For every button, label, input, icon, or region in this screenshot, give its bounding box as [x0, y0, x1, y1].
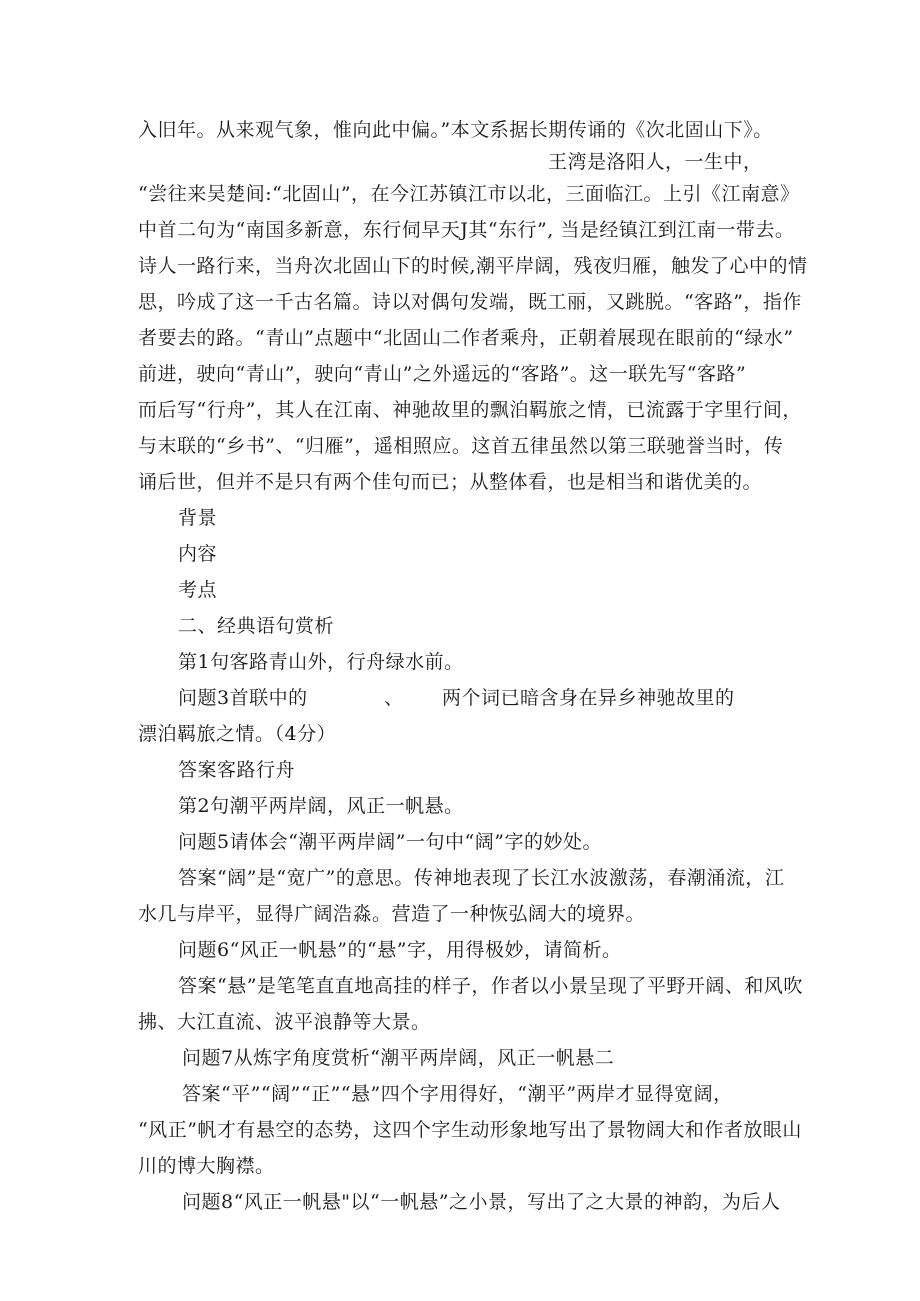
question-3-part-1: 问题3首联中的 — [178, 687, 308, 709]
question-8: 问题8“风正一帆悬"以“一帆悬”之小景，写出了之大景的神韵，为后人 — [182, 1191, 781, 1213]
answer-7-cont: “风正”帆才有悬空的态势，这四个字生动形象地写出了景物阔大和作者放眼山 — [138, 1119, 802, 1141]
question-3-part-3: 漂泊羁旅之情。（4分） — [138, 723, 337, 745]
section-label-key-points: 考点 — [178, 579, 218, 601]
section-label-content: 内容 — [178, 543, 218, 565]
answer-3: 答案客路行舟 — [178, 759, 296, 781]
text-line: 诵后世，但并不是只有两个佳句而已；从整体看，也是相当和谐优美的。 — [138, 471, 763, 493]
question-6: 问题6“风正一帆悬”的“悬”字，用得极妙，请简析。 — [178, 939, 622, 961]
text-line: 者要去的路。“青山”点题中“北固山二作者乘舟，正朝着展现在眼前的“绿水” — [138, 327, 794, 349]
answer-7: 答案“平”“阔”“正”“悬”四个字用得好，“潮平”两岸才显得宽阔， — [182, 1083, 733, 1105]
section-heading: 二、经典语句赏析 — [178, 615, 335, 637]
answer-5-cont: 水几与岸平，显得广阔浩淼。营造了一种恢弘阔大的境界。 — [138, 903, 646, 925]
text-line: 入旧年。从来观气象，惟向此中偏。”本文系据长期传诵的《次北固山下》。 — [138, 119, 773, 141]
text-line: 而后写“行舟”，其人在江南、神驰故里的飘泊羁旅之情，已流露于字里行间， — [138, 399, 802, 421]
text-line: 与末联的“乡书”、“归雁”，遥相照应。这首五律虽然以第三联驰誉当时，传 — [138, 435, 784, 457]
text-line: 中首二句为“南国多新意，东行伺早天J其“东行”, 当是经镇江到江南一带去。 — [138, 219, 795, 241]
section-label-background: 背景 — [178, 507, 218, 529]
answer-6: 答案“悬”是笔笔直直地高挂的样子，作者以小景呈现了平野开阔、和风吹 — [178, 975, 803, 997]
question-3-blank-separator: 、 — [384, 687, 404, 709]
answer-5: 答案“阔”是“宽广”的意思。传神地表现了长江水波激荡，春潮涌流，江 — [178, 867, 785, 889]
answer-6-cont: 拂、大江直流、波平浪静等大景。 — [138, 1011, 431, 1033]
sentence-2: 第2句潮平两岸阔，风正一帆悬。 — [178, 795, 464, 817]
text-line: “尝往来吴楚间:“北固山”，在今江苏镇江市以北，三面临江。上引《江南意》 — [138, 183, 800, 205]
question-5: 问题5请体会“潮平两岸阔”一句中“阔”字的妙处。 — [178, 831, 602, 853]
sentence-1: 第1句客路青山外，行舟绿水前。 — [178, 651, 464, 673]
answer-7-cont: 川的博大胸襟。 — [138, 1155, 275, 1177]
text-line: 思，吟成了这一千古名篇。诗以对偶句发端，既工丽，又跳脱。“客路”，指作 — [138, 291, 802, 313]
text-line: 前进，驶向“青山”，驶向“青山”之外遥远的“客路”。这一联先写“客路” — [138, 363, 747, 385]
question-7: 问题7从炼字角度赏析“潮平两岸阔，风正一帆悬二 — [182, 1047, 615, 1069]
text-line: 诗人一路行来，当舟次北固山下的时候,潮平岸阔，残夜归雁，触发了心中的情 — [138, 255, 808, 277]
question-3-part-2: 两个词已暗含身在异乡神驰故里的 — [442, 687, 735, 709]
text-line: 王湾是洛阳人，一生中， — [548, 151, 763, 173]
